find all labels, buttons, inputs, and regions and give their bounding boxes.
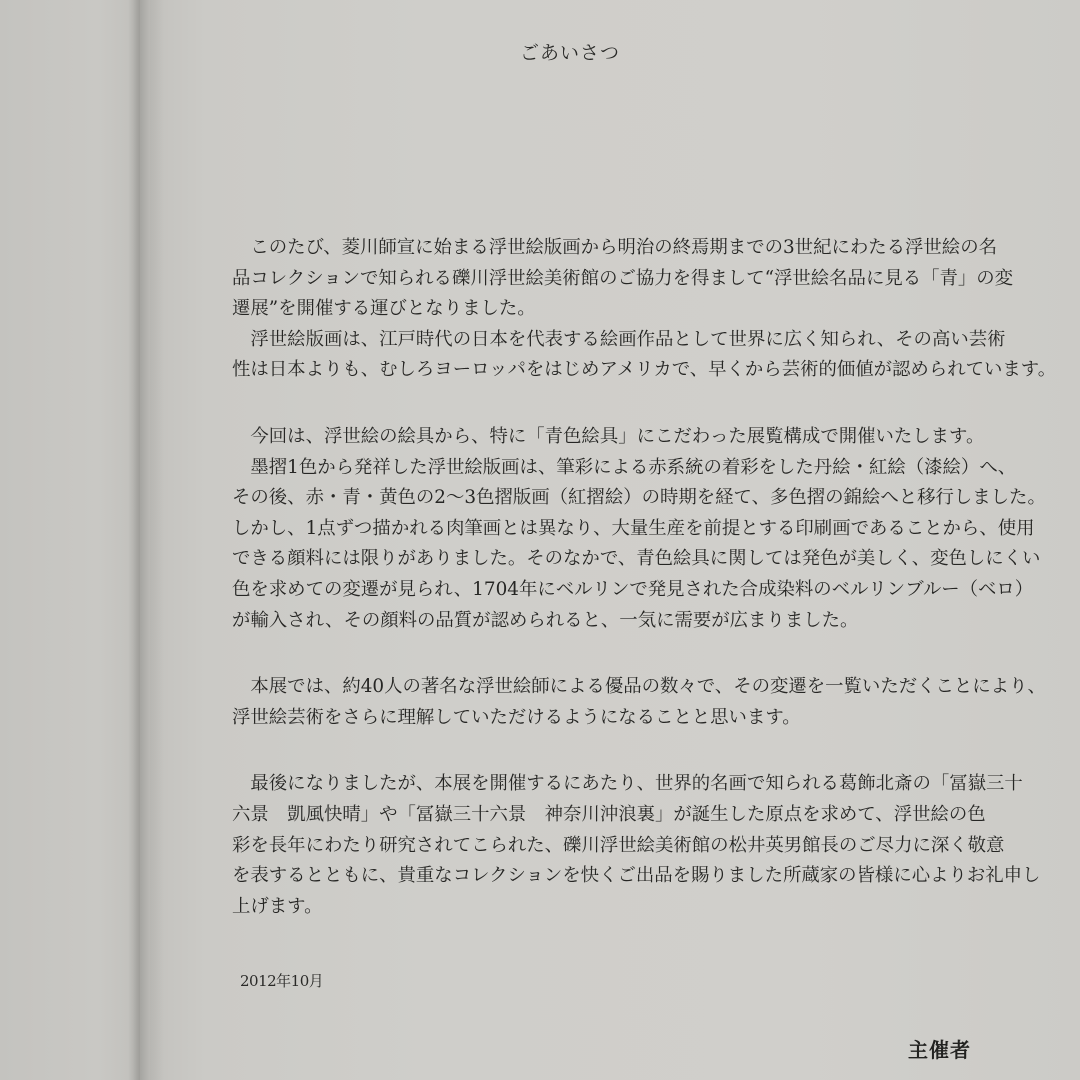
text-line: できる顔料には限りがありました。そのなかで、青色絵具に関しては発色が美しく、変色しにくい: [232, 548, 1041, 570]
date-line: 2012年10月: [240, 972, 324, 990]
organizer-signature: 主催者: [908, 1038, 971, 1062]
text-line: その後、赤・青・黄色の2〜3色摺版画（紅摺絵）の時期を経て、多色摺の錦絵へと移行しました。: [232, 487, 1046, 509]
text-line: 色を求めての変遷が見られ、1704年にベルリンで発見された合成染料のベルリンブルー（ベロ）: [232, 578, 1034, 600]
paragraph-gap: [232, 733, 972, 769]
paragraph-gap: [232, 386, 972, 422]
text-line: 本展では、約40人の著名な浮世絵師による優品の数々で、その変遷を一覧いただくことにより、: [250, 676, 1046, 698]
text-line: 墨摺1色から発祥した浮世絵版画は、筆彩による赤系統の着彩をした丹絵・紅絵（漆絵）へ、: [250, 456, 1017, 478]
text-line: 今回は、浮世絵の絵具から、特に「青色絵具」にこだわった展覧構成で開催いたします。: [250, 425, 985, 447]
text-line: を表するとともに、貴重なコレクションを快くご出品を賜りました所蔵家の皆様に心よりお礼申し: [232, 865, 1041, 887]
text-line: 彩を長年にわたり研究されてこられた、礫川浮世絵美術館の松井英男館長のご尽力に深く敬意: [232, 834, 1005, 856]
text-line: 品コレクションで知られる礫川浮世絵美術館のご協力を得まして“浮世絵名品に見る「青」の変: [232, 267, 1014, 289]
text-line: このたび、菱川師宣に始まる浮世絵版画から明治の終焉期までの3世紀にわたる浮世絵の名: [250, 237, 997, 258]
greeting-body: [232, 233, 1057, 922]
text-line: 浮世絵版画は、江戸時代の日本を代表する絵画作品として世界に広く知られ、その高い芸術: [250, 328, 1006, 350]
page-title: ごあいさつ: [519, 42, 620, 64]
paragraph-gap: [232, 636, 972, 672]
paragraph-intro: [232, 233, 1014, 325]
paragraph-blue-pigment-history: [232, 453, 1046, 637]
paragraph-exhibition-content: [232, 672, 1046, 733]
paragraph-ukiyoe-reputation: [232, 325, 1057, 386]
text-line: 性は日本よりも、むしろヨーロッパをはじめアメリカで、早くから芸術的価値が認められています。: [232, 359, 1057, 381]
book-gutter-shadow: [128, 0, 164, 1080]
paragraph-acknowledgements: [232, 769, 1041, 922]
left-page: [0, 0, 140, 1080]
text-line: 浮世絵芸術をさらに理解していただけるようになることと思います。: [232, 706, 801, 728]
text-line: 六景 凱風快晴」や「冨嶽三十六景 神奈川沖浪裏」が誕生した原点を求めて、浮世絵の色: [232, 803, 986, 825]
text-line: が輸入され、その顔料の品質が認められると、一気に需要が広まりました。: [232, 609, 859, 631]
text-line: 上げます。: [232, 895, 323, 917]
paragraph-exhibition-focus: [232, 422, 985, 453]
text-line: 遷展”を開催する運びとなりました。: [232, 298, 536, 320]
text-line: 最後になりましたが、本展を開催するにあたり、世界的名画で知られる葛飾北斎の「冨嶽三十: [250, 773, 1023, 795]
text-line: しかし、1点ずつ描かれる肉筆画とは異なり、大量生産を前提とする印刷画であることから、使用: [232, 517, 1035, 539]
